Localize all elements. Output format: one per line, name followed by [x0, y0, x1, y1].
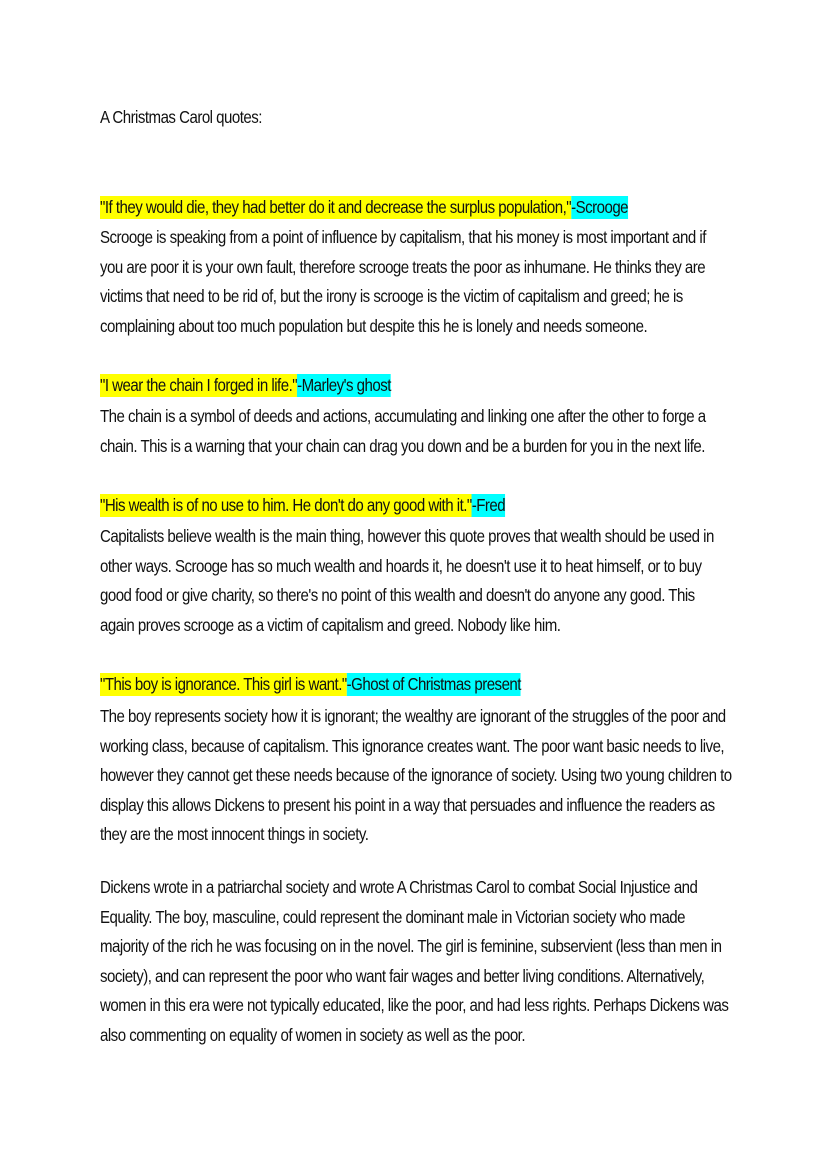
quote-speaker: -Marley's ghost: [297, 375, 391, 395]
quote-text: "This boy is ignorance. This girl is want.": [100, 674, 347, 694]
analysis-paragraph: The boy represents society how it is ignorant; the wealthy are ignorant of the struggles of the poor and working class, because of capitalism. This ignorance creates want. The poor want basic needs to live, however they cannot get these needs because of the ignorance of society. Using two young children to display this allows Dickens to present his point in a way that persuades and influence the readers as they are the most innocent things in society.: [100, 706, 732, 845]
quote-text: "His wealth is of no use to him. He don't do any good with it.": [100, 495, 472, 515]
closing-paragraph: Dickens wrote in a patriarchal society and wrote A Christmas Carol to combat Social Injustice and Equality. The boy, masculine, could represent the dominant male in Victorian society who made majority of the rich he was focusing on in the novel. The girl is feminine, subservient (less than men in society), and can represent the poor who want fair wages and better living conditions. Alternatively, women in this era were not typically educated, like the poor, and had less rights. Perhaps Dickens was also commenting on equality of women in society as well as the poor.: [100, 877, 729, 1045]
quote-line-scrooge: [100, 194, 628, 220]
quote-speaker: -Ghost of Christmas present: [346, 674, 521, 694]
quote-text: "I wear the chain I forged in life.": [100, 375, 298, 395]
quote-speaker: -Fred: [471, 495, 506, 515]
quote-line-marley: [100, 372, 391, 398]
analysis-paragraph: The chain is a symbol of deeds and actions, accumulating and linking one after the other to forge a chain. This is a warning that your chain can drag you down and be a burden for you in the next life.: [100, 406, 706, 456]
quote-line-fred: [100, 492, 505, 518]
analysis-paragraph: Capitalists believe wealth is the main thing, however this quote proves that wealth should be used in other ways. Scrooge has so much wealth and hoards it, he doesn't use it to heat himself, or to buy good food or give charity, so there's no point of this wealth and doesn't do anyone any good. This again proves scrooge as a victim of capitalism and greed. Nobody like him.: [100, 526, 714, 635]
quote-text: "If they would die, they had better do it and decrease the surplus population,": [100, 197, 572, 217]
quote-line-ghost: [100, 671, 521, 697]
quote-speaker: -Scrooge: [571, 197, 629, 217]
analysis-paragraph: Scrooge is speaking from a point of influence by capitalism, that his money is most important and if you are poor it is your own fault, therefore scrooge treats the poor as inhumane. He thinks they are victims that need to be rid of, but the irony is scrooge is the victim of capitalism and greed; he is complaining about too much population but despite this he is lonely and needs someone.: [100, 227, 706, 336]
document-title: A Christmas Carol quotes:: [100, 107, 262, 127]
